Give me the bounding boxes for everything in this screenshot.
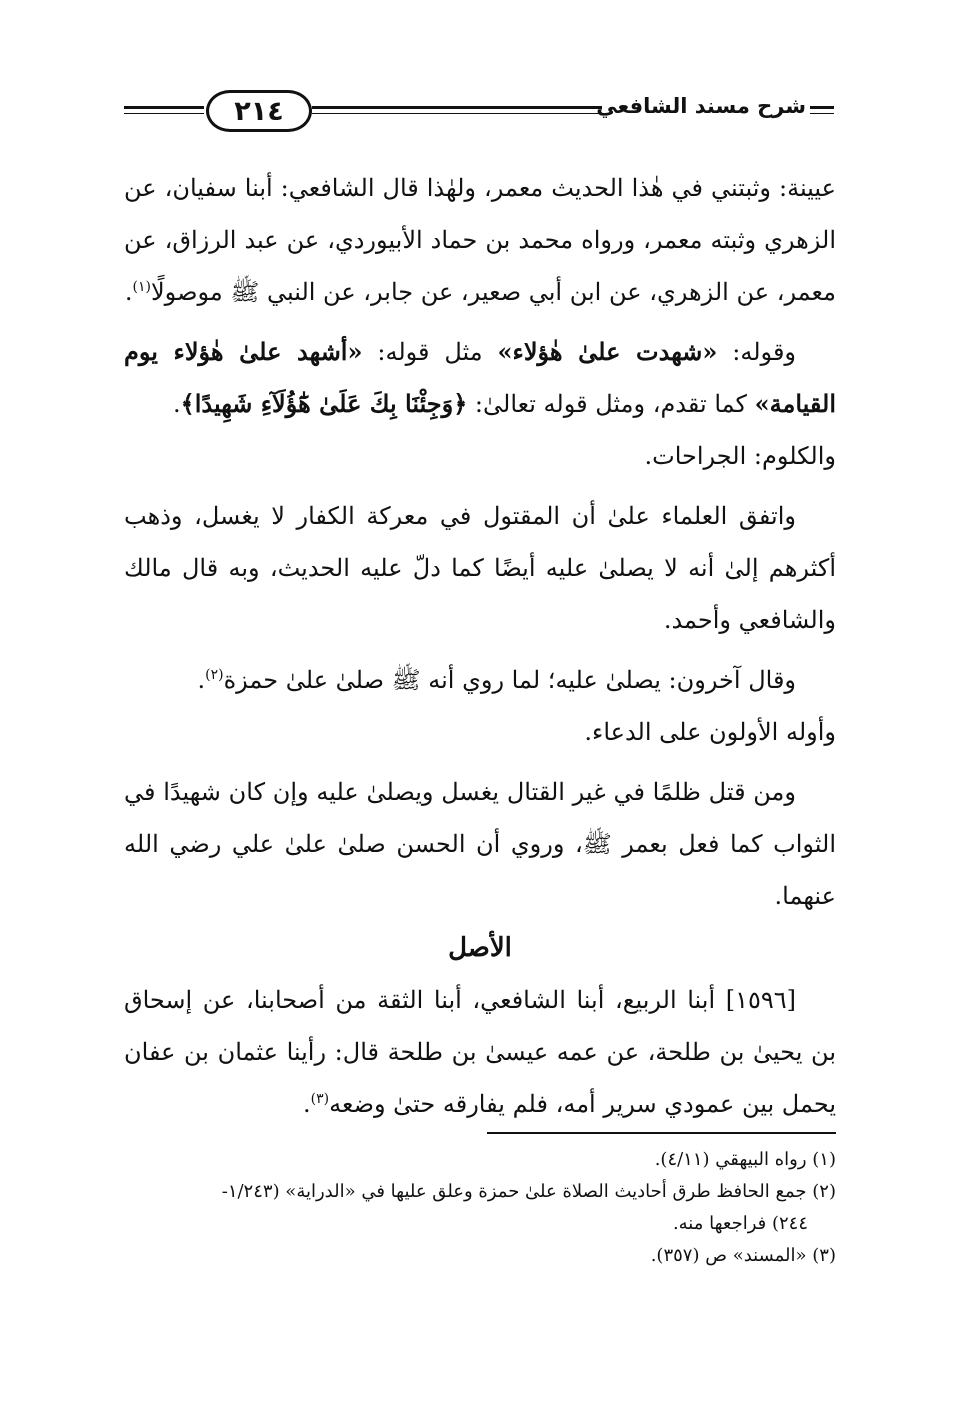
- paragraph-1-text: عيينة: وثبتني في هٰذا الحديث معمر، ولهٰذا قال الشافعي: أبنا سفيان، عن الزهري وثبته معمر، ورواه محمد بن حماد الأبيوردي، عن عبد الرزاق، عن معمر، عن الزهري، عن ابن أبي صعير، عن جابر، عن النبي ﷺ موصولًا: [124, 174, 836, 306]
- footnote-2-continuation: ٢٤٤) فراجعها منه.: [672, 1213, 808, 1234]
- paragraph-2-quote-1: «شهدت علىٰ هٰؤلاء»: [497, 337, 718, 366]
- footnote-ref-2[interactable]: (٢): [205, 667, 224, 683]
- hadith-text: [124, 974, 836, 1130]
- header-rule-right-thin: [810, 113, 834, 114]
- paragraph-4-line-2: وأوله الأولون على الدعاء.: [584, 718, 836, 746]
- footnote-2: (٢) جمع الحافظ طرق أحاديث الصلاة علىٰ حمزة وعلق عليها في «الدراية» (١/٢٤٣-: [221, 1181, 836, 1202]
- paragraph-2-quote-2: «أشهد علىٰ هٰؤلاء يوم القيامة»: [124, 337, 836, 418]
- footnote-3: (٣) «المسند» ص (٣٥٧).: [650, 1245, 836, 1266]
- hadith-end: .: [303, 1090, 311, 1118]
- book-title: شرح مسند الشافعي: [596, 94, 806, 118]
- paragraph-2-text-c: مثل قوله:: [362, 338, 498, 366]
- paragraph-1-end: .: [124, 278, 133, 306]
- main-text: [124, 162, 836, 1130]
- header-rule-middle-thin: [312, 113, 602, 114]
- paragraph-5: ومن قتل ظلمًا في غير القتال يغسل ويصلىٰ عليه وإن كان شهيدًا في الثواب كما فعل بعمر ﷺ، وروي أن الحسن صلىٰ علىٰ علي رضي الله عنهما.: [124, 778, 836, 910]
- paragraph-2-end: .: [173, 390, 181, 418]
- footnote-1: (١) رواه البيهقي (٤/١١).: [654, 1149, 836, 1170]
- hadith-body: [١٥٩٦] أبنا الربيع، أبنا الشافعي، أبنا الثقة من أصحابنا، عن إسحاق بن يحيىٰ بن طلحة، عن عمه عيسىٰ بن طلحة قال: رأينا عثمان بن عفان يحمل بين عمودي سرير أمه، فلم يفارقه حتىٰ وضعه: [124, 986, 836, 1118]
- footnote-ref-1[interactable]: (١): [132, 279, 151, 295]
- header-rule-left-thin: [124, 113, 204, 114]
- quran-verse: ﴿وَجِئْنَا بِكَ عَلَىٰ هَٰٓؤُلَآءِ شَهِيدًا﴾: [180, 389, 468, 418]
- running-header: [124, 90, 834, 134]
- footnote-ref-3[interactable]: (٣): [310, 1091, 330, 1107]
- header-rule-middle: [312, 106, 602, 109]
- paragraph-4: [124, 654, 836, 706]
- section-heading: الأصل: [448, 933, 512, 963]
- page-number-badge: [206, 90, 312, 132]
- header-rule-right: [810, 106, 834, 109]
- footnote-separator: [487, 1132, 836, 1134]
- paragraph-4-end: .: [197, 666, 206, 694]
- paragraph-2-text-e: كما تقدم، ومثل قوله تعالىٰ:: [467, 390, 755, 418]
- paragraph-2-line-2: والكلوم: الجراحات.: [644, 442, 836, 470]
- page-number: ٢١٤: [234, 95, 284, 127]
- paragraph-2-text-a: وقوله:: [717, 338, 797, 366]
- paragraph-4-text: وقال آخرون: يصلىٰ عليه؛ لما روي أنه ﷺ صلىٰ علىٰ حمزة: [223, 666, 796, 694]
- paragraph-1: [124, 162, 836, 318]
- paragraph-3: واتفق العلماء علىٰ أن المقتول في معركة الكفار لا يغسل، وذهب أكثرهم إلىٰ أنه لا يصلىٰ عليه أيضًا كما دلّ عليه الحديث، وبه قال مالك والشافعي وأحمد.: [124, 502, 836, 634]
- paragraph-2: [124, 326, 836, 430]
- footnotes: [124, 1144, 836, 1272]
- header-rule-left: [124, 106, 204, 109]
